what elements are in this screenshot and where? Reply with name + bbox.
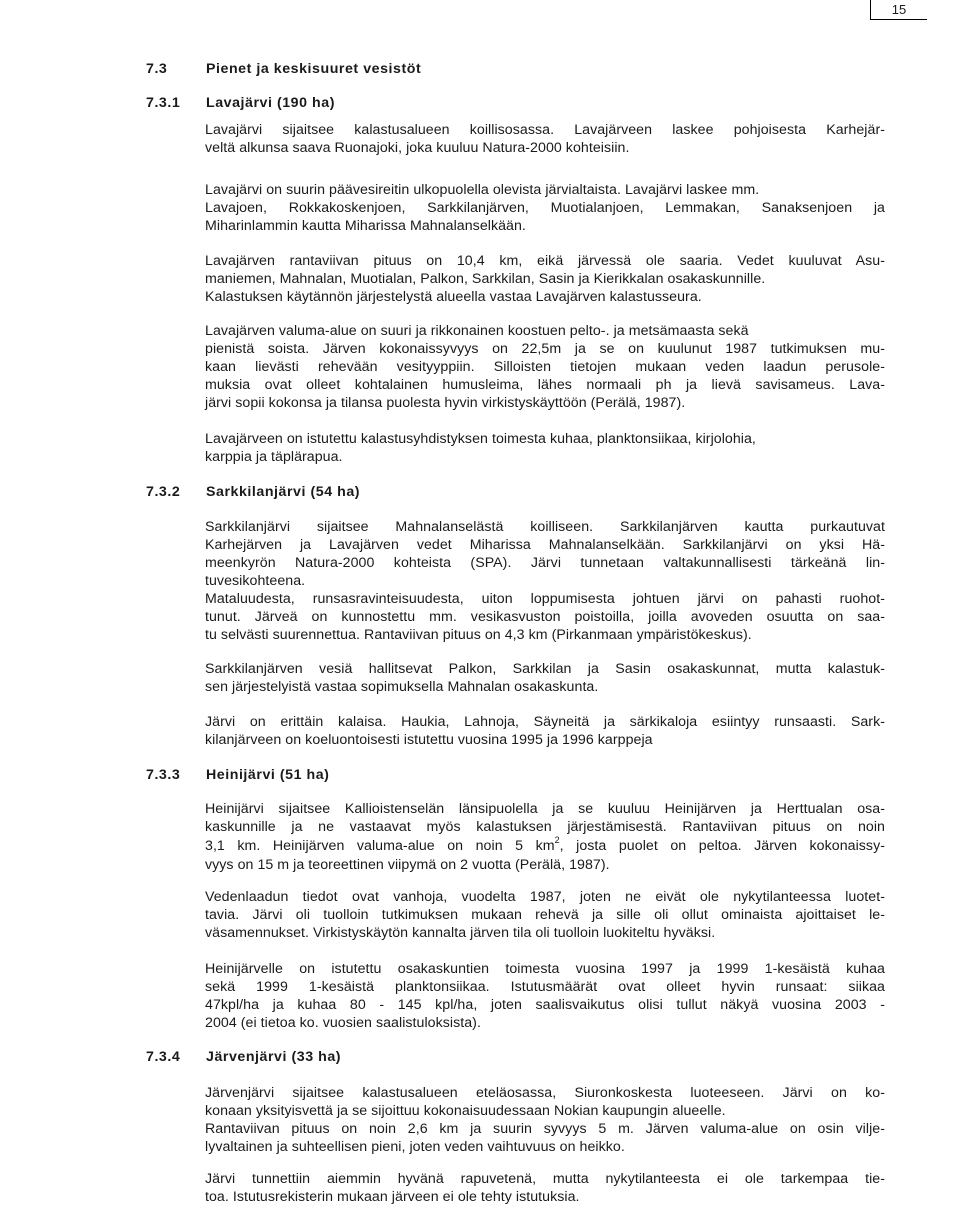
paragraph-sarkkilanjarvi-owners	[205, 660, 885, 696]
text-line: Vedenlaadun tiedot ovat vanhoja, vuodelta 1987, joten ne eivät ole nykytilanteessa luotet-	[205, 889, 885, 905]
text-line: lyvaltainen ja suhteellisen pieni, joten veden vaihtuvuus on heikko.	[205, 1139, 625, 1155]
text-line: karppia ja täplärapua.	[205, 449, 343, 465]
text-line	[205, 836, 885, 856]
section-title: Sarkkilanjärvi (54 ha)	[206, 484, 361, 500]
text-fragment: , josta puolet on peltoa. Järven kokonaissy-	[559, 838, 885, 854]
text-line: Heinijärvi sijaitsee Kallioistenselän länsipuolella ja se kuuluu Heinijärven ja Herttualan osa-	[205, 801, 885, 817]
text-line: pienistä soista. Järven kokonaissyvyys on 22,5m ja se on kuulunut 1987 tutkimuksen mu-	[205, 341, 885, 357]
text-line: Karhejärven ja Lavajärven vedet Miharissa Mahnalanselkään. Sarkkilanjärvi on yksi Hä-	[205, 537, 885, 553]
section-number: 7.3.1	[146, 95, 181, 111]
text-line: tuvesikohteena.	[205, 573, 306, 589]
text-line: Järvenjärvi sijaitsee kalastusalueen eteläosassa, Siuronkoskesta luoteeseen. Järvi on ko-	[205, 1085, 885, 1101]
text-line: maniemen, Mahnalan, Muotialan, Palkon, Sarkkilan, Sasin ja Kierikkalan osakaskunnille.	[205, 271, 766, 287]
text-line: väsamennukset. Virkistyskäytön kannalta järven tila oli tuolloin luokiteltu hyväksi.	[205, 925, 716, 941]
paragraph-lavajarvi-location	[205, 121, 885, 157]
text-line: Lavajoen, Rokkakoskenjoen, Sarkkilanjärven, Muotialanjoen, Lemmakan, Sanaksenjoen ja	[205, 200, 885, 216]
paragraph-heinijarvi-water-quality	[205, 888, 885, 942]
text-line: Lavajärven valuma-alue on suuri ja rikkonainen koostuen pelto-. ja metsämaasta sekä	[205, 323, 749, 339]
text-line: meenkyrön Natura-2000 kohteista (SPA). Järvi tunnetaan valtakunnallisesti tärkeänä lin-	[205, 555, 885, 571]
section-heading-7-3-2	[146, 484, 360, 500]
text-line: 2004 (ei tietoa ko. vuosien saalistuloksista).	[205, 1015, 481, 1031]
section-heading-7-3-3	[146, 767, 329, 783]
text-line: tunut. Järveä on kunnostettu mm. vesikasvuston poistoilla, joilla avoveden osuutta on saa-	[205, 609, 885, 625]
text-line: 47kpl/ha ja kuhaa 80 - 145 kpl/ha, joten saalisvaikutus olisi tullut näkyä vuosina 2003 -	[205, 997, 885, 1013]
text-line: tu selvästi suurennettua. Rantaviivan pituus on 4,3 km (Pirkanmaan ympäristökeskus).	[205, 627, 752, 643]
text-line: Rantaviivan pituus on noin 2,6 km ja suurin syvyys 5 m. Järven valuma-alue on osin vilje-	[205, 1121, 885, 1137]
paragraph-jarvenjarvi-location	[205, 1084, 885, 1156]
text-line: Sarkkilanjärvi sijaitsee Mahnalanselästä koilliseen. Sarkkilanjärven kautta purkautuvat	[205, 519, 885, 535]
section-heading-7-3-4	[146, 1049, 341, 1065]
text-line: Heinijärvelle on istutettu osakaskuntien toimesta vuosina 1997 ja 1999 1-kesäistä kuhaa	[205, 961, 885, 977]
section-title: Heinijärvi (51 ha)	[206, 767, 330, 783]
text-line: Kalastuksen käytännön järjestelystä alueella vastaa Lavajärven kalastusseura.	[205, 289, 702, 305]
paragraph-sarkkilanjarvi-location	[205, 518, 885, 644]
text-line: sen järjestelyistä vastaa sopimuksella Mahnalan osakaskunta.	[205, 679, 599, 695]
text-line: konaan yksityisvettä ja se sijoittuu kokonaisuudessaan Nokian kaupungin alueelle.	[205, 1103, 726, 1119]
paragraph-heinijarvi-stocking	[205, 960, 885, 1032]
page-number: 15	[870, 0, 927, 20]
paragraph-heinijarvi-location	[205, 800, 885, 874]
paragraph-lavajarvi-stocking	[205, 430, 885, 466]
text-line: kaan lievästi rehevään vesityyppiin. Silloisten tietojen mukaan veden laadun perusole-	[205, 359, 885, 375]
text-line: Järvi tunnettiin aiemmin hyvänä rapuvetenä, mutta nykytilanteesta ei ole tarkempaa tie-	[205, 1171, 885, 1187]
text-line: Lavajärven rantaviivan pituus on 10,4 km, eikä järvessä ole saaria. Vedet kuuluvat Asu-	[205, 253, 885, 269]
paragraph-lavajarvi-outflow	[205, 181, 885, 235]
paragraph-jarvenjarvi-crayfish	[205, 1170, 885, 1206]
text-line: Lavajärveen on istutettu kalastusyhdistyksen toimesta kuhaa, planktonsiikaa, kirjolohia,	[205, 431, 756, 447]
paragraph-lavajarvi-catchment	[205, 322, 885, 412]
text-line: Mataluudesta, runsasravinteisuudesta, uiton loppumisesta johtuen järvi on pahasti ruohot-	[205, 591, 885, 607]
text-line: toa. Istutusrekisterin mukaan järveen ei ole tehty istutuksia.	[205, 1189, 580, 1205]
text-line: Järvi on erittäin kalaisa. Haukia, Lahnoja, Säyneitä ja särkikaloja esiintyy runsaasti. Sark-	[205, 714, 885, 730]
text-line: Lavajärvi on suurin päävesireitin ulkopuolella olevista järvialtaista. Lavajärvi laskee mm.	[205, 182, 760, 198]
section-number: 7.3.3	[146, 767, 181, 783]
text-fragment: 3,1 km. Heinijärven valuma-alue on noin 5 km	[205, 838, 555, 854]
paragraph-sarkkilanjarvi-fish	[205, 713, 885, 749]
text-line: kilanjärveen on koeluontoisesti istutettu vuosina 1995 ja 1996 karppeja	[205, 732, 653, 748]
text-line: Lavajärvi sijaitsee kalastusalueen koillisosassa. Lavajärveen laskee pohjoisesta Karhejär-	[205, 122, 885, 138]
section-heading-7-3-1	[146, 95, 335, 111]
text-line: järvi sopii kokonsa ja tilansa puolesta hyvin virkistyskäyttöön (Perälä, 1987).	[205, 395, 686, 411]
section-number: 7.3.4	[146, 1049, 181, 1065]
paragraph-lavajarvi-shoreline	[205, 252, 885, 306]
section-number: 7.3	[146, 61, 168, 77]
text-line: sekä 1999 1-kesäistä planktonsiikaa. Istutusmäärät ovat olleet hyvin runsaat: siikaa	[205, 979, 885, 995]
section-title: Järvenjärvi (33 ha)	[206, 1049, 342, 1065]
text-line: muksia ovat olleet kohtalainen humusleima, lähes normaali ph ja lievä savisameus. Lava-	[205, 377, 885, 393]
text-line: kaskunnille ja ne vastaavat myös kalastuksen järjestämisestä. Rantaviivan pituus on noin	[205, 819, 885, 835]
section-heading-7-3	[146, 61, 421, 77]
text-line: veltä alkunsa saava Ruonajoki, joka kuuluu Natura-2000 kohteisiin.	[205, 140, 630, 156]
text-line: Sarkkilanjärven vesiä hallitsevat Palkon, Sarkkilan ja Sasin osakaskunnat, mutta kalastuk-	[205, 661, 885, 677]
superscript: 2	[554, 835, 560, 846]
text-line: vyys on 15 m ja teoreettinen viipymä on 2 vuotta (Perälä, 1987).	[205, 857, 610, 873]
text-line: Miharinlammin kautta Miharissa Mahnalanselkään.	[205, 218, 526, 234]
section-title: Lavajärvi (190 ha)	[206, 95, 335, 111]
text-line: tavia. Järvi oli tuolloin tutkimuksen mukaan rehevä ja sille oli ollut ominaista ajoittaiset le-	[205, 907, 885, 923]
section-number: 7.3.2	[146, 484, 181, 500]
section-title: Pienet ja keskisuuret vesistöt	[206, 61, 422, 77]
